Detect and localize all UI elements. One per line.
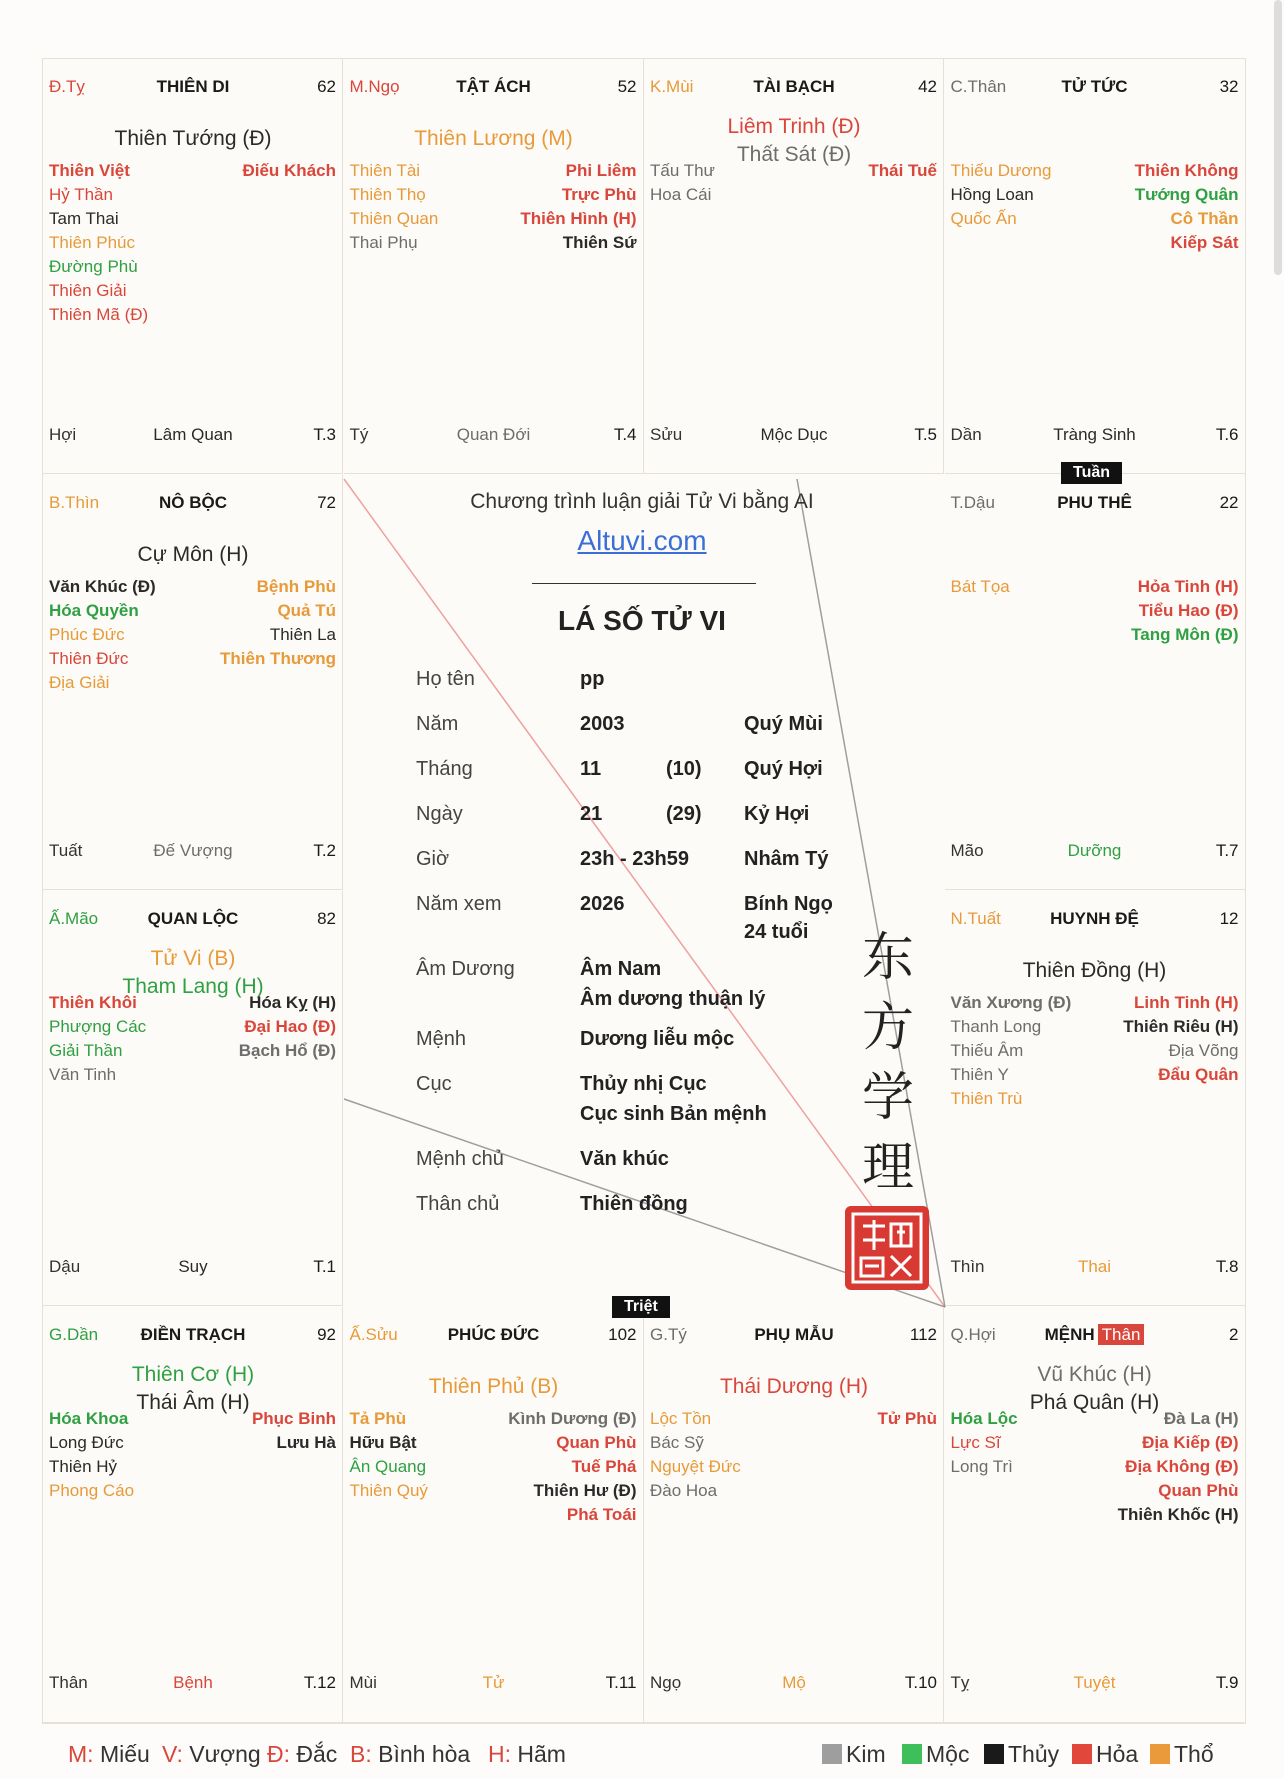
than-tag: Thân [1098,1324,1145,1345]
legend-key: H: [488,1741,511,1767]
minor-star: Thiên Sứ [562,233,637,252]
minor-stars-left [350,1407,428,1503]
info-value: Cục sinh Bản mệnh [580,1103,767,1125]
legend-element-item [902,1741,969,1768]
minor-star: Thiên Đức [49,649,129,668]
minor-star: Ân Quang [349,1457,427,1476]
site-link[interactable]: Altuvi.com [577,525,707,556]
legend-element-item [1150,1741,1214,1768]
minor-star: Thiên Hư (Đ) [533,1481,637,1500]
palace-branch: Thìn [950,1257,985,1276]
palace-stem: Đ.Tỵ [49,77,85,96]
info-value: 21 [580,803,603,825]
palace-stage: Tử [482,1673,505,1692]
palace-stage: Bệnh [173,1673,213,1692]
palace-term: T.11 [605,1673,637,1692]
palace-stage: Mộc Dục [760,425,828,444]
app-title: Chương trình luận giải Tử Vi bằng AI [470,490,814,513]
minor-stars-left [951,991,1072,1111]
palace-term: T.7 [1215,841,1239,860]
palace-branch: Mùi [349,1673,377,1692]
minor-stars-left [650,159,715,207]
info-value: 11 [580,758,602,780]
minor-star: Thiên Khốc (H) [1117,1505,1239,1524]
info-lunar: (10) [666,758,702,780]
palace-stem: G.Tý [650,1325,687,1344]
minor-stars-left [650,1407,741,1503]
minor-stars-left [49,1407,134,1503]
main-star: Phá Quân (H) [1029,1391,1160,1414]
minor-stars-right [868,159,937,183]
palace-branch: Dần [950,425,982,444]
minor-star: Phượng Các [49,1017,147,1036]
minor-star: Thiên Không [1134,161,1239,180]
tuan-tag: Tuần [1061,462,1122,484]
minor-stars-right [1118,1407,1239,1527]
main-star: Tử Vi (B) [150,947,236,970]
minor-star: Thanh Long [950,1017,1042,1036]
palace-stem: T.Dậu [950,493,995,512]
main-star: Liêm Trinh (Đ) [727,115,861,138]
minor-stars-left [951,159,1052,231]
minor-star: Thiên Thương [220,649,336,668]
minor-stars-left [49,991,146,1087]
minor-star: Hóa Khoa [49,1409,129,1428]
palace-name: QUAN LỘC [147,909,239,928]
palace-name: PHÚC ĐỨC [447,1325,540,1344]
minor-star: Hỷ Thần [49,185,113,204]
palace-stage: Tràng Sinh [1053,425,1136,444]
legend-abbr-item [162,1741,261,1768]
palace-name: NÔ BỘC [159,493,227,512]
main-stars [344,125,644,153]
minor-star: Thiên Quan [349,209,439,228]
info-label: Giờ [416,848,450,870]
palace-age: 72 [317,493,336,512]
palace-age: 12 [1219,909,1239,928]
info-canchi: Nhâm Tý [744,848,829,870]
palace-branch: Hợi [49,425,77,444]
palace-term: T.12 [303,1673,336,1692]
minor-stars-right [508,1407,636,1527]
minor-star: Địa Kiếp (Đ) [1142,1433,1239,1452]
minor-stars-right [1131,575,1238,647]
main-stars [43,125,343,153]
info-value: 23h - 23h59 [580,848,689,870]
info-label: Mệnh chủ [416,1148,504,1170]
palace-branch: Dậu [49,1257,81,1276]
info-label: Tháng [416,758,473,780]
legend-value: Vượng [182,1741,261,1767]
palace-name: TỬ TỨC [1061,77,1128,96]
minor-star: Lộc Tồn [650,1409,712,1428]
minor-stars-right [252,1407,336,1455]
legend-element-name: Hỏa [1096,1741,1139,1767]
main-star: Thiên Lương (M) [414,127,573,150]
legend-key: Đ: [267,1741,290,1767]
minor-star: Tấu Thư [650,161,715,180]
info-value: Văn khúc [580,1148,669,1170]
minor-stars-right [520,159,636,255]
minor-stars-right [1135,159,1239,255]
color-swatch-icon [902,1744,922,1764]
palace-branch: Sửu [650,425,683,444]
palace-term: T.5 [914,425,937,444]
legend-element-item [1072,1741,1138,1768]
minor-star: Quốc Ấn [950,209,1017,228]
minor-star: Hồng Loan [950,185,1034,204]
minor-star: Bạch Hổ (Đ) [238,1041,336,1060]
info-label: Mệnh [416,1028,467,1050]
minor-stars-right [220,575,336,671]
palace-c-than[interactable] [945,59,1245,474]
title-divider [532,583,756,584]
minor-star: Quan Phù [1158,1481,1239,1500]
legend-element-name: Kim [846,1741,886,1767]
minor-stars-left [49,159,148,327]
palace-g-ty[interactable] [644,1307,944,1722]
legend-abbr-item [267,1741,337,1768]
info-value: 2026 [580,893,625,915]
palace-branch: Mão [950,841,984,860]
minor-star: Hoa Cái [650,185,712,204]
palace-g-dan[interactable] [43,1307,343,1722]
triet-tag: Triệt [612,1296,670,1318]
minor-star: Linh Tinh (H) [1134,993,1239,1012]
minor-star: Bác Sỹ [650,1433,704,1452]
palace-stem: G.Dần [49,1325,99,1344]
palace-name: PHỤ MẪU [754,1325,834,1344]
main-star: Thiên Đồng (H) [1022,959,1167,982]
palace-term: T.9 [1215,1673,1239,1692]
palace-term: T.3 [313,425,336,444]
calligraphy-char: 东 [862,928,915,988]
palace-name: PHU THÊ [1057,493,1132,512]
palace-term: T.8 [1215,1257,1239,1276]
minor-star: Tả Phù [349,1409,407,1428]
palace-stem: Ấ.Mão [49,909,99,928]
minor-stars-right [877,1407,937,1431]
palace-stem: N.Tuất [950,909,1001,928]
palace-age: 102 [608,1325,637,1344]
info-label: Họ tên [416,668,475,690]
minor-star: Phá Toái [566,1505,637,1524]
minor-star: Thiên Quý [349,1481,428,1500]
minor-star: Tử Phù [877,1409,937,1428]
legend-key: M: [68,1741,94,1767]
info-label: Thân chủ [416,1193,500,1215]
minor-star: Hỏa Tinh (H) [1137,577,1239,596]
palace-branch: Ngọ [650,1673,682,1692]
palace-name: ĐIỀN TRẠCH [140,1325,246,1344]
palace-stage: Đế Vượng [153,841,233,860]
palace-n-tuat[interactable] [945,891,1245,1306]
minor-star: Địa Giải [49,673,110,692]
info-canchi: Bính Ngọ [744,893,833,915]
info-canchi: 24 tuổi [744,921,809,943]
palace-age: 92 [317,1325,336,1344]
palace-name: TẬT ÁCH [456,77,531,96]
minor-stars-left [951,575,1010,599]
scrollbar-thumb[interactable] [1274,0,1282,275]
minor-stars-right [239,991,336,1063]
minor-stars-right [242,159,336,183]
legend-element-name: Thủy [1008,1741,1060,1767]
palace-branch: Tuất [49,841,83,860]
palace-age: 112 [909,1325,937,1344]
minor-star: Thiên La [269,625,336,644]
palace-term: T.10 [904,1673,937,1692]
minor-star: Phúc Đức [49,625,125,644]
minor-star: Thiên Trù [950,1089,1023,1108]
minor-star: Tiểu Hao (Đ) [1138,601,1239,620]
main-star: Thiên Tướng (Đ) [114,127,272,150]
minor-star: Kiếp Sát [1170,233,1239,252]
minor-star: Bát Tọa [950,577,1010,596]
minor-star: Địa Võng [1168,1041,1239,1060]
legend-key: B: [350,1741,372,1767]
info-value: Âm dương thuận lý [580,988,766,1010]
minor-star: Hóa Lộc [950,1409,1018,1428]
minor-star: Thiếu Dương [950,161,1052,180]
minor-star: Phi Liêm [565,161,637,180]
center-panel [342,473,942,1305]
seal-pattern-icon [845,1206,929,1290]
minor-stars-left [951,1407,1018,1479]
palace-name-text: MỆNH [1044,1325,1095,1344]
palace-stem: Q.Hợi [950,1325,996,1344]
minor-star: Thai Phụ [349,233,418,252]
palace-stem: C.Thân [950,77,1007,96]
minor-stars-left [350,159,439,255]
minor-star: Trực Phù [561,185,637,204]
palace-name: HUYNH ĐỆ [1050,909,1139,928]
minor-star: Tướng Quân [1134,185,1239,204]
info-label: Âm Dương [416,958,515,980]
main-star: Cự Môn (H) [137,543,249,566]
minor-star: Tuế Phá [571,1457,637,1476]
minor-star: Cô Thần [1170,209,1239,228]
minor-star: Đại Hao (Đ) [244,1017,336,1036]
info-value: Âm Nam [580,958,662,980]
minor-star: Thiên Hình (H) [520,209,637,228]
info-label: Cục [416,1073,452,1095]
minor-star: Thái Tuế [868,161,937,180]
minor-star: Phong Cáo [49,1481,135,1500]
color-swatch-icon [984,1744,1004,1764]
info-value: 2003 [580,713,625,735]
main-star: Thất Sát (Đ) [736,143,852,166]
calligraphy-char: 方 [862,998,915,1058]
legend-value: Hãm [511,1741,566,1767]
legend-abbr-item [488,1741,566,1768]
palace-term: T.1 [313,1257,336,1276]
minor-star: Văn Xương (Đ) [950,993,1072,1012]
palace-stage: Dưỡng [1067,841,1122,860]
palace-b-thin[interactable] [43,475,343,890]
minor-star: Đà La (H) [1163,1409,1239,1428]
palace-k-mui[interactable] [644,59,944,474]
palace-stage: Thai [1077,1257,1112,1276]
legend-value: Đắc [290,1741,338,1767]
minor-star: Long Trì [950,1457,1013,1476]
info-canchi: Quý Hợi [744,758,823,780]
legend-element-name: Thổ [1174,1741,1214,1767]
minor-star: Long Đức [49,1433,124,1452]
palace-stage: Suy [178,1257,208,1276]
palace-name [945,1325,1245,1345]
minor-star: Hữu Bật [349,1433,417,1452]
minor-star: Điếu Khách [242,161,336,180]
palace-stage: Mộ [782,1673,806,1692]
palace-age: 22 [1219,493,1239,512]
palace-age: 2 [1229,1325,1239,1344]
palace-t-dau[interactable] [945,475,1245,890]
minor-star: Quan Phù [556,1433,637,1452]
minor-star: Thiên Y [950,1065,1009,1084]
color-swatch-icon [1150,1744,1170,1764]
legend-abbr-item [68,1741,150,1768]
main-stars [945,957,1245,985]
minor-star: Thiên Tài [349,161,421,180]
palace-stem: M.Ngọ [349,77,400,96]
palace-age: 52 [617,77,637,96]
minor-star: Thiên Việt [49,161,130,180]
main-star: Tham Lang (H) [122,975,264,998]
main-stars [644,1373,944,1401]
minor-stars-right [1123,991,1238,1087]
main-stars [344,1373,644,1401]
minor-stars-left [49,575,156,695]
minor-star: Phục Binh [251,1409,336,1428]
minor-star: Tang Môn (Đ) [1131,625,1239,644]
info-value: Dương liễu mộc [580,1028,735,1050]
main-stars [43,541,343,569]
color-swatch-icon [1072,1744,1092,1764]
minor-star: Thiên Hỷ [49,1457,118,1476]
palace-d-ty[interactable] [43,59,343,474]
legend-value: Bình hòa [371,1741,471,1767]
minor-star: Lưu Hà [276,1433,336,1452]
palace-age: 82 [317,909,336,928]
palace-stem: B.Thìn [49,493,100,512]
minor-star: Đẩu Quân [1158,1065,1239,1084]
palace-age: 32 [1219,77,1239,96]
palace-name: THIÊN DI [156,77,230,96]
palace-branch: Thân [49,1673,88,1692]
chart-title: LÁ SỐ TỬ VI [558,605,726,636]
palace-stage: Tuyệt [1073,1673,1116,1692]
legend-key: V: [162,1741,183,1767]
main-star: Thái Âm (H) [136,1391,250,1414]
palace-age: 62 [317,77,336,96]
legend-abbr-item [350,1741,470,1768]
info-lunar: (29) [666,803,702,825]
minor-star: Tam Thai [49,209,119,228]
main-star: Thiên Cơ (H) [131,1363,255,1386]
palace-age: 42 [918,77,937,96]
calligraphy-char: 理 [862,1138,915,1198]
info-canchi: Quý Mùi [744,713,823,735]
legend-element-item [984,1741,1059,1768]
info-label: Năm xem [416,893,502,915]
minor-star: Quả Tú [277,601,336,620]
minor-star: Lực Sĩ [950,1433,1001,1452]
info-value: Thiên đồng [580,1193,688,1215]
minor-star: Địa Không (Đ) [1125,1457,1239,1476]
legend-bar [42,1722,1244,1779]
minor-star: Thiên Khôi [49,993,137,1012]
main-star: Thái Dương (H) [719,1375,869,1398]
calligraphy-char: 学 [862,1068,915,1128]
minor-star: Hóa Kỵ (H) [249,993,336,1012]
seal-stamp [845,1206,929,1290]
palace-term: T.4 [613,425,637,444]
minor-star: Thiên Thọ [349,185,426,204]
minor-star: Đường Phù [49,257,138,276]
main-star: Thiên Phủ (B) [428,1375,559,1398]
info-label: Ngày [416,803,463,825]
minor-star: Thiên Mã (Đ) [49,305,149,324]
palace-term: T.6 [1215,425,1239,444]
palace-branch: Tý [349,425,369,444]
palace-stem: K.Mùi [650,77,694,96]
minor-star: Thiên Riêu (H) [1123,1017,1239,1036]
palace-name: TÀI BẠCH [753,77,835,96]
main-star: Vũ Khúc (H) [1037,1363,1152,1386]
info-label: Năm [416,713,459,735]
minor-star: Thiên Giải [49,281,127,300]
palace-a-suu[interactable] [344,1307,644,1722]
minor-star: Thiên Phúc [49,233,135,252]
minor-star: Bệnh Phù [256,577,336,596]
legend-element-name: Mộc [926,1741,970,1767]
info-value: Thủy nhị Cục [580,1073,707,1095]
minor-star: Văn Khúc (Đ) [49,577,156,596]
minor-star: Thiếu Âm [950,1041,1024,1060]
palace-term: T.2 [313,841,336,860]
legend-value: Miếu [93,1741,150,1767]
minor-star: Hóa Quyền [49,601,139,620]
palace-stem: Ấ.Sửu [349,1325,398,1344]
palace-q-hoi[interactable] [945,1307,1245,1722]
color-swatch-icon [822,1744,842,1764]
palace-branch: Tỵ [950,1673,970,1692]
legend-element-item [822,1741,886,1768]
palace-stage: Quan Đới [456,425,531,444]
info-value: pp [580,668,605,690]
minor-star: Nguyệt Đức [650,1457,741,1476]
palace-a-mao[interactable] [43,891,343,1306]
minor-star: Văn Tinh [49,1065,117,1084]
minor-star: Giải Thần [49,1041,123,1060]
palace-m-ngo[interactable] [344,59,644,474]
palace-stage: Lâm Quan [153,425,233,444]
info-canchi: Kỷ Hợi [744,803,810,825]
minor-star: Kình Dương (Đ) [508,1409,637,1428]
minor-star: Đào Hoa [650,1481,718,1500]
